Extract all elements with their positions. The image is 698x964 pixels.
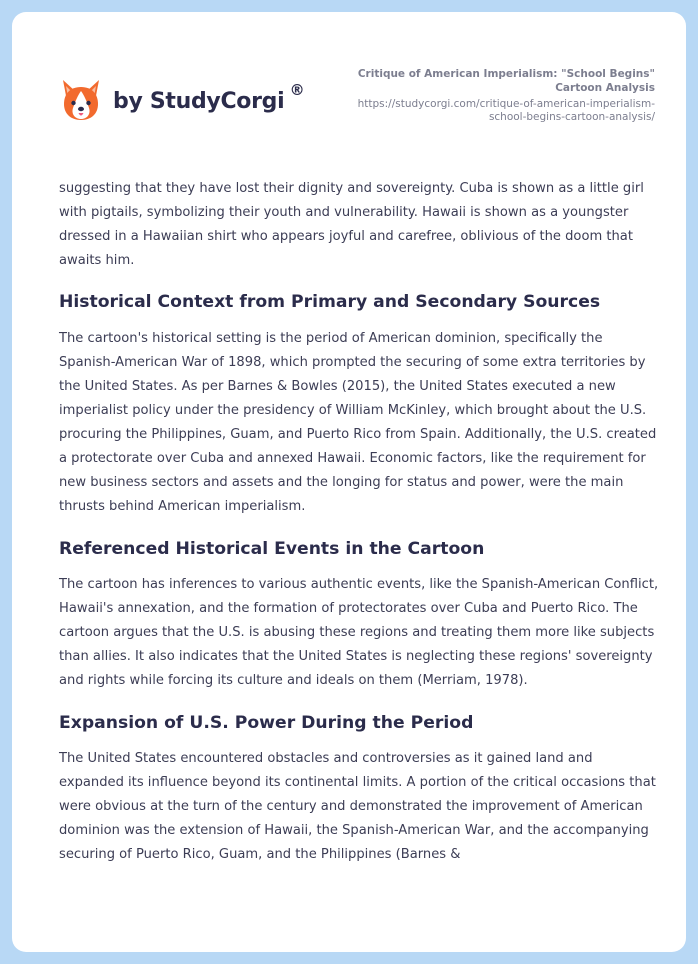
section-paragraph-expansion: The United States encountered obstacles and controversies as it gained land and expanded its influence beyond its continental limits. A portion of the critical occasions that were obvious at the turn of the century and demonstrated the improvement of American dominion was the extension of Hawaii, the Spanish-American War, and the accompanying securing of Puerto Rico, Guam, and the Philippines (Barnes & [59, 751, 656, 862]
section-paragraph-referenced-events: The cartoon has inferences to various authentic events, like the Spanish-American Conflict, Hawaii's annexation, and the formation of protectorates over Cuba and Puerto Rico. The cartoon argues that the U.S. is abusing these regions and treating them more like subjects than allies. It also indicates that the United States is neglecting these regions' sovereignty and rights while forcing its culture and ideals on them (Merriam, 1978). [59, 577, 659, 688]
document-title: Critique of American Imperialism: "School Begins" Cartoon Analysis [357, 68, 655, 94]
intro-paragraph: suggesting that they have lost their dignity and sovereignty. Cuba is shown as a little girl with pigtails, symbolizing their youth and vulnerability. Hawaii is shown as a youngster dressed in a Hawaiian shirt who appears joyful and carefree, oblivious of the doom that awaits him. [59, 181, 644, 268]
brand-name [113, 80, 305, 114]
section-paragraph-historical-context: The cartoon's historical setting is the period of American dominion, specifically the Spanish-American War of 1898, which prompted the securing of some extra territories by the United States. As per Barnes & Bowles (2015), the United States executed a new imperialist policy under the presidency of William McKinley, which brought about the U.S. procuring the Philippines, Guam, and Puerto Rico from Spain. Additionally, the U.S. created a protectorate over Cuba and annexed Hawaii. Economic factors, like the requirement for new business sectors and assets and the longing for status and power, were the main thrusts behind American imperialism. [59, 331, 657, 514]
brand-name-text: by StudyCorgi [113, 88, 285, 114]
registered-mark: ® [289, 80, 305, 99]
article-body [59, 177, 659, 867]
section-heading-referenced-events: Referenced Historical Events in the Cartoon [59, 539, 485, 559]
corgi-icon [60, 76, 102, 122]
section-heading-expansion: Expansion of U.S. Power During the Period [59, 713, 474, 733]
studycorgi-logo[interactable] [60, 76, 305, 122]
document-meta [325, 67, 655, 124]
page-card [12, 12, 686, 952]
document-url[interactable]: https://studycorgi.com/critique-of-american-imperialism-school-begins-cartoon-analysis/ [357, 98, 655, 123]
page-header [12, 12, 686, 162]
section-heading-historical-context: Historical Context from Primary and Secondary Sources [59, 292, 601, 312]
